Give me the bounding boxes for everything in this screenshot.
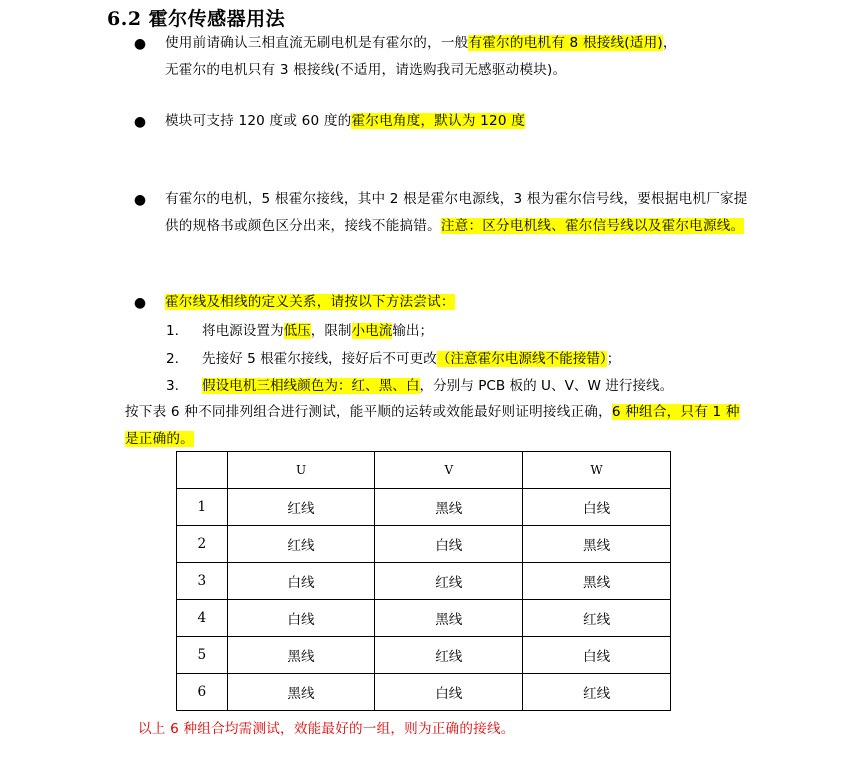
table-header-cell: W	[523, 452, 671, 489]
step-2-highlight: （注意霍尔电源线不能接错）	[436, 351, 607, 367]
step-1-text	[202, 318, 762, 345]
table-cell: 3	[177, 563, 228, 600]
item-2-highlight: 霍尔电角度，默认为 120 度	[351, 113, 526, 129]
item-2-text: 模块可支持 120 度或 60 度的	[165, 113, 352, 129]
table-cell: 黑线	[523, 526, 671, 563]
table-cell: 黑线	[523, 563, 671, 600]
table-cell: 红线	[523, 674, 671, 711]
step-3-a: ，分别与 PCB 板的 U、V、W 进行接线。	[419, 378, 674, 394]
table-row	[177, 526, 671, 563]
item-1-paragraph	[165, 30, 750, 84]
continuation-text: 按下表 6 种不同排列组合进行测试，能平顺的运转或效能最好则证明接线正确，	[125, 404, 612, 420]
step-1-highlight-low-voltage: 低压	[283, 323, 311, 339]
table-cell: 白线	[227, 563, 375, 600]
table-cell: 白线	[227, 600, 375, 637]
table-header-row	[177, 452, 671, 489]
table-row	[177, 674, 671, 711]
item-1-line-2: 无霍尔的电机只有 3 根接线(不适用，请选购我司无感驱动模块)。	[165, 62, 567, 78]
table-cell: 红线	[227, 526, 375, 563]
table-cell: 白线	[375, 674, 523, 711]
table-cell: 1	[177, 489, 228, 526]
bullet-2: ●	[133, 114, 147, 130]
item-3-highlight: 注意：区分电机线、霍尔信号线以及霍尔电源线。	[440, 218, 745, 234]
section-heading: 6.2 霍尔传感器用法	[107, 8, 286, 30]
step-1-highlight-small-current: 小电流	[351, 323, 393, 339]
table-cell: 2	[177, 526, 228, 563]
table-row	[177, 563, 671, 600]
step-2-b: ；	[606, 351, 621, 367]
step-1-a: 将电源设置为	[202, 323, 284, 339]
item-3-text: 有霍尔的电机，5 根霍尔接线，其中 2 根是霍尔电源线，3 根为霍尔信号线，要根据电机厂家提供的规格书或颜色区分出来，接线不能搞错。	[165, 191, 748, 234]
step-2-text	[202, 346, 762, 373]
table-header-cell: V	[375, 452, 523, 489]
table-cell: 黑线	[375, 489, 523, 526]
step-3-highlight: 假设电机三相线颜色为：红、黑、白	[202, 378, 420, 394]
step-1-b: ，限制	[310, 323, 352, 339]
table-row	[177, 600, 671, 637]
table-cell: 白线	[523, 637, 671, 674]
item-3-paragraph	[165, 186, 750, 240]
table-cell: 黑线	[375, 600, 523, 637]
bullet-4: ●	[133, 295, 147, 311]
continuation-highlight: 6 种组合，只有 1 种是正确的。	[125, 404, 740, 447]
step-2-number: 2.	[166, 351, 179, 367]
table-cell: 黑线	[227, 674, 375, 711]
table-cell: 红线	[375, 563, 523, 600]
table-row	[177, 637, 671, 674]
step-3-text	[202, 373, 762, 400]
table-header-cell	[177, 452, 228, 489]
table-cell: 4	[177, 600, 228, 637]
item-4-highlight: 霍尔线及相线的定义关系，请按以下方法尝试：	[165, 294, 455, 310]
table-cell: 白线	[375, 526, 523, 563]
table-cell: 5	[177, 637, 228, 674]
item-1-text-b: ，	[662, 35, 677, 51]
table-header-cell: U	[227, 452, 375, 489]
table-cell: 红线	[227, 489, 375, 526]
item-4-paragraph	[165, 289, 750, 316]
table-cell: 红线	[523, 600, 671, 637]
step-3-number: 3.	[166, 378, 179, 394]
bullet-3: ●	[133, 192, 147, 208]
item-2-paragraph	[165, 108, 750, 135]
step-2-a: 先接好 5 根霍尔接线，接好后不可更改	[202, 351, 437, 367]
table-cell: 6	[177, 674, 228, 711]
table-cell: 黑线	[227, 637, 375, 674]
table-row	[177, 489, 671, 526]
continuation-paragraph	[125, 399, 750, 453]
red-note: 以上 6 种组合均需测试，效能最好的一组，则为正确的接线。	[138, 721, 515, 737]
bullet-1: ●	[133, 36, 147, 52]
table-cell: 红线	[375, 637, 523, 674]
wiring-combination-table	[176, 451, 671, 711]
item-1-highlight: 有霍尔的电机有 8 根接线(适用)	[468, 35, 663, 51]
table-cell: 白线	[523, 489, 671, 526]
step-1-number: 1.	[166, 323, 179, 339]
item-1-text-a: 使用前请确认三相直流无刷电机是有霍尔的，一般	[165, 35, 469, 51]
step-1-c: 输出；	[392, 323, 434, 339]
